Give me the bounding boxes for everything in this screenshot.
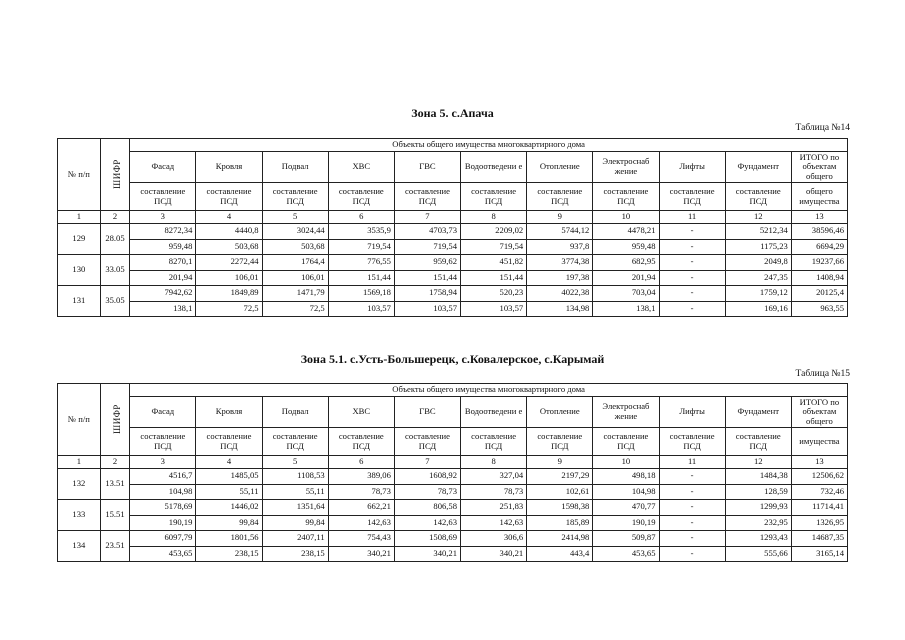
table-cell: 1408,94	[791, 270, 847, 286]
table-row	[58, 515, 848, 531]
row-shifr: 33.05	[100, 255, 130, 286]
table-cell: 251,83	[461, 500, 527, 516]
group-header: Объекты общего имущества многоквартирного дома	[130, 384, 848, 397]
table-cell: 151,44	[328, 270, 394, 286]
table-cell: 6694,29	[791, 239, 847, 255]
column-header: Фундамент	[725, 397, 791, 428]
table-cell: 3165,14	[791, 546, 847, 562]
header-shifr	[100, 139, 130, 211]
row-number: 129	[58, 224, 101, 255]
column-header: Кровля	[196, 152, 262, 183]
table-cell: -	[659, 500, 725, 516]
table-cell: 1569,18	[328, 286, 394, 302]
column-number: 6	[328, 456, 394, 469]
table-cell: 14687,35	[791, 531, 847, 547]
table-cell: 2407,11	[262, 531, 328, 547]
column-subheader: составление ПСД	[461, 183, 527, 211]
table-cell: 4440,8	[196, 224, 262, 240]
table-cell: 106,01	[262, 270, 328, 286]
table-cell: 103,57	[394, 301, 460, 317]
table-cell: 555,66	[725, 546, 791, 562]
table-cell: 103,57	[328, 301, 394, 317]
column-subheader: имущества	[791, 428, 847, 456]
column-number: 8	[461, 456, 527, 469]
table-cell: 776,55	[328, 255, 394, 271]
header-no: № п/п	[58, 139, 101, 211]
column-subheader: составление ПСД	[527, 428, 593, 456]
column-number: 7	[394, 456, 460, 469]
column-header: ХВС	[328, 152, 394, 183]
table-cell: -	[659, 531, 725, 547]
table-cell: 4022,38	[527, 286, 593, 302]
table-cell: 238,15	[196, 546, 262, 562]
column-subheader: составление ПСД	[196, 428, 262, 456]
table-cell: 99,84	[262, 515, 328, 531]
column-number: 13	[791, 211, 847, 224]
table-row	[58, 301, 848, 317]
header-shifr-label: ШИФР	[111, 404, 122, 435]
table-cell: 1293,43	[725, 531, 791, 547]
table-cell: 306,6	[461, 531, 527, 547]
row-number: 133	[58, 500, 101, 531]
table-cell: 8270,1	[130, 255, 196, 271]
table-row	[58, 255, 848, 271]
table-cell: 8272,34	[130, 224, 196, 240]
column-number: 12	[725, 456, 791, 469]
column-header: ХВС	[328, 397, 394, 428]
table-cell: 190,19	[593, 515, 659, 531]
row-number: 130	[58, 255, 101, 286]
column-number: 1	[58, 211, 101, 224]
table-cell: 1299,93	[725, 500, 791, 516]
column-number: 11	[659, 211, 725, 224]
table-cell: 134,98	[527, 301, 593, 317]
column-subheader: составление ПСД	[659, 428, 725, 456]
table-cell: 509,87	[593, 531, 659, 547]
table-row	[58, 224, 848, 240]
column-subheader: общего имущества	[791, 183, 847, 211]
table-cell: 1175,23	[725, 239, 791, 255]
table-cell: -	[659, 515, 725, 531]
column-number: 5	[262, 456, 328, 469]
column-header: Фасад	[130, 397, 196, 428]
table-cell: 1484,38	[725, 469, 791, 485]
table-cell: 102,61	[527, 484, 593, 500]
table-cell: 2197,29	[527, 469, 593, 485]
table-cell: 1485,05	[196, 469, 262, 485]
table-row	[58, 500, 848, 516]
column-header: ИТОГО по объектам общего	[791, 397, 847, 428]
table-row	[58, 484, 848, 500]
table-cell: 340,21	[394, 546, 460, 562]
row-number: 132	[58, 469, 101, 500]
table-cell: 169,16	[725, 301, 791, 317]
column-header: Лифты	[659, 397, 725, 428]
column-header: Водоотведени е	[461, 152, 527, 183]
column-header: Электроснаб жение	[593, 397, 659, 428]
table-cell: 2209,02	[461, 224, 527, 240]
header-no: № п/п	[58, 384, 101, 456]
table-cell: 72,5	[262, 301, 328, 317]
column-header: Отопление	[527, 397, 593, 428]
table-cell: 719,54	[461, 239, 527, 255]
table-cell: 443,4	[527, 546, 593, 562]
table-cell: -	[659, 469, 725, 485]
row-shifr: 23.51	[100, 531, 130, 562]
table-cell: 703,04	[593, 286, 659, 302]
column-number: 9	[527, 211, 593, 224]
column-subheader: составление ПСД	[659, 183, 725, 211]
data-table	[57, 138, 848, 317]
table-cell: 4703,73	[394, 224, 460, 240]
table-cell: 1758,94	[394, 286, 460, 302]
table-cell: -	[659, 484, 725, 500]
row-shifr: 28.05	[100, 224, 130, 255]
table-cell: 470,77	[593, 500, 659, 516]
column-number: 4	[196, 211, 262, 224]
table-cell: 1446,02	[196, 500, 262, 516]
table-cell: 719,54	[328, 239, 394, 255]
column-header: Отопление	[527, 152, 593, 183]
header-shifr-label: ШИФР	[111, 159, 122, 190]
column-number: 12	[725, 211, 791, 224]
group-header: Объекты общего имущества многоквартирного дома	[130, 139, 848, 152]
column-number: 1	[58, 456, 101, 469]
table-cell: 78,73	[394, 484, 460, 500]
column-subheader: составление ПСД	[394, 428, 460, 456]
table-cell: 138,1	[593, 301, 659, 317]
table-cell: -	[659, 255, 725, 271]
table-cell: 498,18	[593, 469, 659, 485]
table-cell: 959,48	[130, 239, 196, 255]
table-cell: 106,01	[196, 270, 262, 286]
table-row	[58, 270, 848, 286]
table-cell: -	[659, 224, 725, 240]
table-cell: 1849,89	[196, 286, 262, 302]
table-cell: 3024,44	[262, 224, 328, 240]
table-cell: 453,65	[593, 546, 659, 562]
table-cell: 151,44	[461, 270, 527, 286]
table-row	[58, 239, 848, 255]
table-cell: -	[659, 270, 725, 286]
row-number: 131	[58, 286, 101, 317]
table-cell: 78,73	[328, 484, 394, 500]
column-header: ГВС	[394, 397, 460, 428]
column-subheader: составление ПСД	[725, 428, 791, 456]
column-header: Фасад	[130, 152, 196, 183]
table-cell: 5212,34	[725, 224, 791, 240]
table-cell: 103,57	[461, 301, 527, 317]
table-cell: 1598,38	[527, 500, 593, 516]
column-subheader: составление ПСД	[328, 428, 394, 456]
table-row	[58, 546, 848, 562]
table-cell: 185,89	[527, 515, 593, 531]
table-cell: 201,94	[130, 270, 196, 286]
table-cell: 247,35	[725, 270, 791, 286]
table-row	[58, 469, 848, 485]
table-cell: 72,5	[196, 301, 262, 317]
column-header: Подвал	[262, 397, 328, 428]
table-cell: 5178,69	[130, 500, 196, 516]
table-row	[58, 531, 848, 547]
column-number: 10	[593, 456, 659, 469]
column-subheader: составление ПСД	[527, 183, 593, 211]
header-shifr	[100, 384, 130, 456]
table-cell: 719,54	[394, 239, 460, 255]
column-subheader: составление ПСД	[725, 183, 791, 211]
table-cell: 2272,44	[196, 255, 262, 271]
table-cell: 937,8	[527, 239, 593, 255]
table-cell: 38596,46	[791, 224, 847, 240]
column-subheader: составление ПСД	[593, 428, 659, 456]
table-cell: 1108,53	[262, 469, 328, 485]
table-cell: 190,19	[130, 515, 196, 531]
table-cell: 238,15	[262, 546, 328, 562]
table-cell: -	[659, 286, 725, 302]
row-shifr: 15.51	[100, 500, 130, 531]
table-cell: 327,04	[461, 469, 527, 485]
column-header: ГВС	[394, 152, 460, 183]
table-cell: 1759,12	[725, 286, 791, 302]
data-table	[57, 383, 848, 562]
table-cell: 197,38	[527, 270, 593, 286]
column-number: 6	[328, 211, 394, 224]
column-number: 9	[527, 456, 593, 469]
table-cell: 1508,69	[394, 531, 460, 547]
column-subheader: составление ПСД	[461, 428, 527, 456]
table-cell: 128,59	[725, 484, 791, 500]
row-shifr: 35.05	[100, 286, 130, 317]
zone-title: Зона 5. с.Апача	[411, 106, 494, 120]
table-row	[58, 286, 848, 302]
table-cell: 55,11	[196, 484, 262, 500]
table-cell: 389,06	[328, 469, 394, 485]
column-number: 4	[196, 456, 262, 469]
table-cell: -	[659, 546, 725, 562]
zone-title: Зона 5.1. с.Усть-Большерецк, с.Ковалерское, с.Карымай	[300, 352, 605, 366]
table-cell: 232,95	[725, 515, 791, 531]
row-number: 134	[58, 531, 101, 562]
table-cell: 4478,21	[593, 224, 659, 240]
column-header: Кровля	[196, 397, 262, 428]
table-cell: 12506,62	[791, 469, 847, 485]
table-cell: 451,82	[461, 255, 527, 271]
table-cell: 138,1	[130, 301, 196, 317]
table-cell: 340,21	[328, 546, 394, 562]
table-cell: -	[659, 301, 725, 317]
table-cell: 1608,92	[394, 469, 460, 485]
row-shifr: 13.51	[100, 469, 130, 500]
table-cell: 201,94	[593, 270, 659, 286]
column-header: Лифты	[659, 152, 725, 183]
table-cell: 959,48	[593, 239, 659, 255]
table-cell: 151,44	[394, 270, 460, 286]
column-subheader: составление ПСД	[130, 183, 196, 211]
table-cell: 3535,9	[328, 224, 394, 240]
table-cell: 4516,7	[130, 469, 196, 485]
table-cell: 2049,8	[725, 255, 791, 271]
table-cell: 732,46	[791, 484, 847, 500]
table-cell: 104,98	[593, 484, 659, 500]
table-cell: 503,68	[196, 239, 262, 255]
column-subheader: составление ПСД	[196, 183, 262, 211]
column-number: 2	[100, 211, 130, 224]
table-cell: 55,11	[262, 484, 328, 500]
table-cell: 503,68	[262, 239, 328, 255]
column-subheader: составление ПСД	[262, 183, 328, 211]
column-header: Электроснаб жение	[593, 152, 659, 183]
table-cell: 142,63	[461, 515, 527, 531]
column-subheader: составление ПСД	[328, 183, 394, 211]
column-header: ИТОГО по объектам общего	[791, 152, 847, 183]
column-number: 7	[394, 211, 460, 224]
column-number: 5	[262, 211, 328, 224]
table-cell: 20125,4	[791, 286, 847, 302]
table-cell: 19237,66	[791, 255, 847, 271]
column-subheader: составление ПСД	[130, 428, 196, 456]
column-number: 13	[791, 456, 847, 469]
table-cell: 1326,95	[791, 515, 847, 531]
table-cell: 1351,64	[262, 500, 328, 516]
column-number: 2	[100, 456, 130, 469]
table-cell: 1801,56	[196, 531, 262, 547]
table-cell: 682,95	[593, 255, 659, 271]
column-subheader: составление ПСД	[262, 428, 328, 456]
column-number: 10	[593, 211, 659, 224]
table-cell: 1764,4	[262, 255, 328, 271]
column-header: Фундамент	[725, 152, 791, 183]
table-cell: 142,63	[394, 515, 460, 531]
table-number: Таблица №14	[795, 123, 850, 133]
table-cell: 99,84	[196, 515, 262, 531]
table-cell: 806,58	[394, 500, 460, 516]
table-cell: 2414,98	[527, 531, 593, 547]
table-cell: 662,21	[328, 500, 394, 516]
table-cell: 754,43	[328, 531, 394, 547]
table-cell: 5744,12	[527, 224, 593, 240]
table-cell: 340,21	[461, 546, 527, 562]
table-cell: 142,63	[328, 515, 394, 531]
column-number: 8	[461, 211, 527, 224]
table-cell: 6097,79	[130, 531, 196, 547]
table-cell: 104,98	[130, 484, 196, 500]
table-cell: 78,73	[461, 484, 527, 500]
column-subheader: составление ПСД	[593, 183, 659, 211]
column-number: 3	[130, 456, 196, 469]
table-cell: 520,23	[461, 286, 527, 302]
table-cell: 1471,79	[262, 286, 328, 302]
table-cell: 3774,38	[527, 255, 593, 271]
table-cell: 7942,62	[130, 286, 196, 302]
column-number: 11	[659, 456, 725, 469]
table-number: Таблица №15	[795, 369, 850, 379]
table-cell: 453,65	[130, 546, 196, 562]
table-cell: 11714,41	[791, 500, 847, 516]
column-number: 3	[130, 211, 196, 224]
table-cell: -	[659, 239, 725, 255]
column-header: Подвал	[262, 152, 328, 183]
column-header: Водоотведени е	[461, 397, 527, 428]
table-cell: 959,62	[394, 255, 460, 271]
table-cell: 963,55	[791, 301, 847, 317]
column-subheader: составление ПСД	[394, 183, 460, 211]
